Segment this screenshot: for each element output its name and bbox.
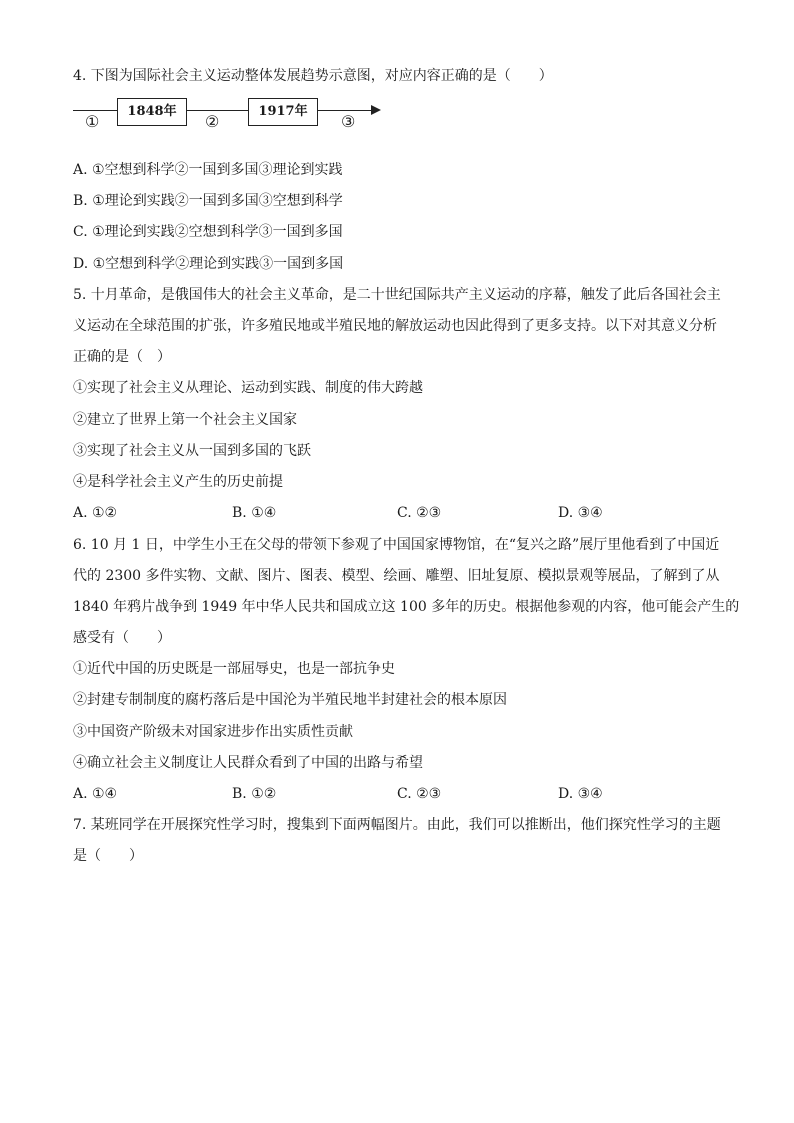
timeline-year-1917: 1917年 — [248, 98, 318, 126]
timeline-diagram — [73, 92, 393, 132]
timeline-mark-3: ③ — [341, 112, 356, 131]
q5-stem-line-1: 5. 十月革命，是俄国伟大的社会主义革命，是二十世纪国际共产主义运动的序幕，触发了此后各国社会主 — [73, 287, 721, 303]
q5-statement-2: ②建立了世界上第一个社会主义国家 — [73, 412, 297, 428]
q6-option-d: D. ③④ — [558, 786, 603, 802]
q4-option-b: B. ①理论到实践②一国到多国③空想到科学 — [73, 193, 343, 209]
q6-option-b: B. ①② — [232, 786, 277, 802]
timeline-year-1848: 1848年 — [117, 98, 187, 126]
q4-stem: 4. 下图为国际社会主义运动整体发展趋势示意图，对应内容正确的是（ ） — [73, 68, 553, 84]
q6-statement-3: ③中国资产阶级未对国家进步作出实质性贡献 — [73, 724, 353, 740]
q5-stem-line-3: 正确的是（ ） — [73, 349, 171, 365]
q6-statement-4: ④确立社会主义制度让人民群众看到了中国的出路与希望 — [73, 755, 423, 771]
q5-option-d: D. ③④ — [558, 505, 603, 521]
q4-option-d: D. ①空想到科学②理论到实践③一国到多国 — [73, 256, 344, 272]
q5-option-c: C. ②③ — [397, 505, 442, 521]
q7-stem-line-2: 是（ ） — [73, 848, 143, 864]
q5-option-b: B. ①④ — [232, 505, 277, 521]
q6-stem-line-1: 6. 10 月 1 日，中学生小王在父母的带领下参观了中国国家博物馆，在“复兴之路”展厅里他看到了中国近 — [73, 537, 720, 553]
q7-stem-line-1: 7. 某班同学在开展探究性学习时，搜集到下面两幅图片。由此，我们可以推断出，他们探究性学习的主题 — [73, 817, 721, 833]
timeline-mark-1: ① — [85, 112, 100, 131]
q6-statement-1: ①近代中国的历史既是一部屈辱史，也是一部抗争史 — [73, 661, 395, 677]
q6-statement-2: ②封建专制制度的腐朽落后是中国沦为半殖民地半封建社会的根本原因 — [73, 692, 507, 708]
q6-stem-line-2: 代的 2300 多件实物、文献、图片、图表、模型、绘画、雕塑、旧址复原、模拟景观等展品，了解到了从 — [73, 568, 720, 584]
q5-statement-3: ③实现了社会主义从一国到多国的飞跃 — [73, 443, 311, 459]
timeline-arrowhead — [371, 105, 381, 115]
q4-option-c: C. ①理论到实践②空想到科学③一国到多国 — [73, 224, 343, 240]
q5-option-a: A. ①② — [73, 505, 118, 521]
q6-option-a: A. ①④ — [73, 786, 118, 802]
q5-statement-1: ①实现了社会主义从理论、运动到实践、制度的伟大跨越 — [73, 380, 423, 396]
q6-option-c: C. ②③ — [397, 786, 442, 802]
q6-stem-line-4: 感受有（ ） — [73, 630, 171, 646]
timeline-mark-2: ② — [205, 112, 220, 131]
q6-stem-line-3: 1840 年鸦片战争到 1949 年中华人民共和国成立这 100 多年的历史。根据他参观的内容，他可能会产生的 — [73, 599, 740, 615]
q5-statement-4: ④是科学社会主义产生的历史前提 — [73, 474, 283, 490]
q4-option-a: A. ①空想到科学②一国到多国③理论到实践 — [73, 162, 343, 178]
q5-stem-line-2: 义运动在全球范围的扩张，许多殖民地或半殖民地的解放运动也因此得到了更多支持。以下对其意义分析 — [73, 318, 717, 334]
